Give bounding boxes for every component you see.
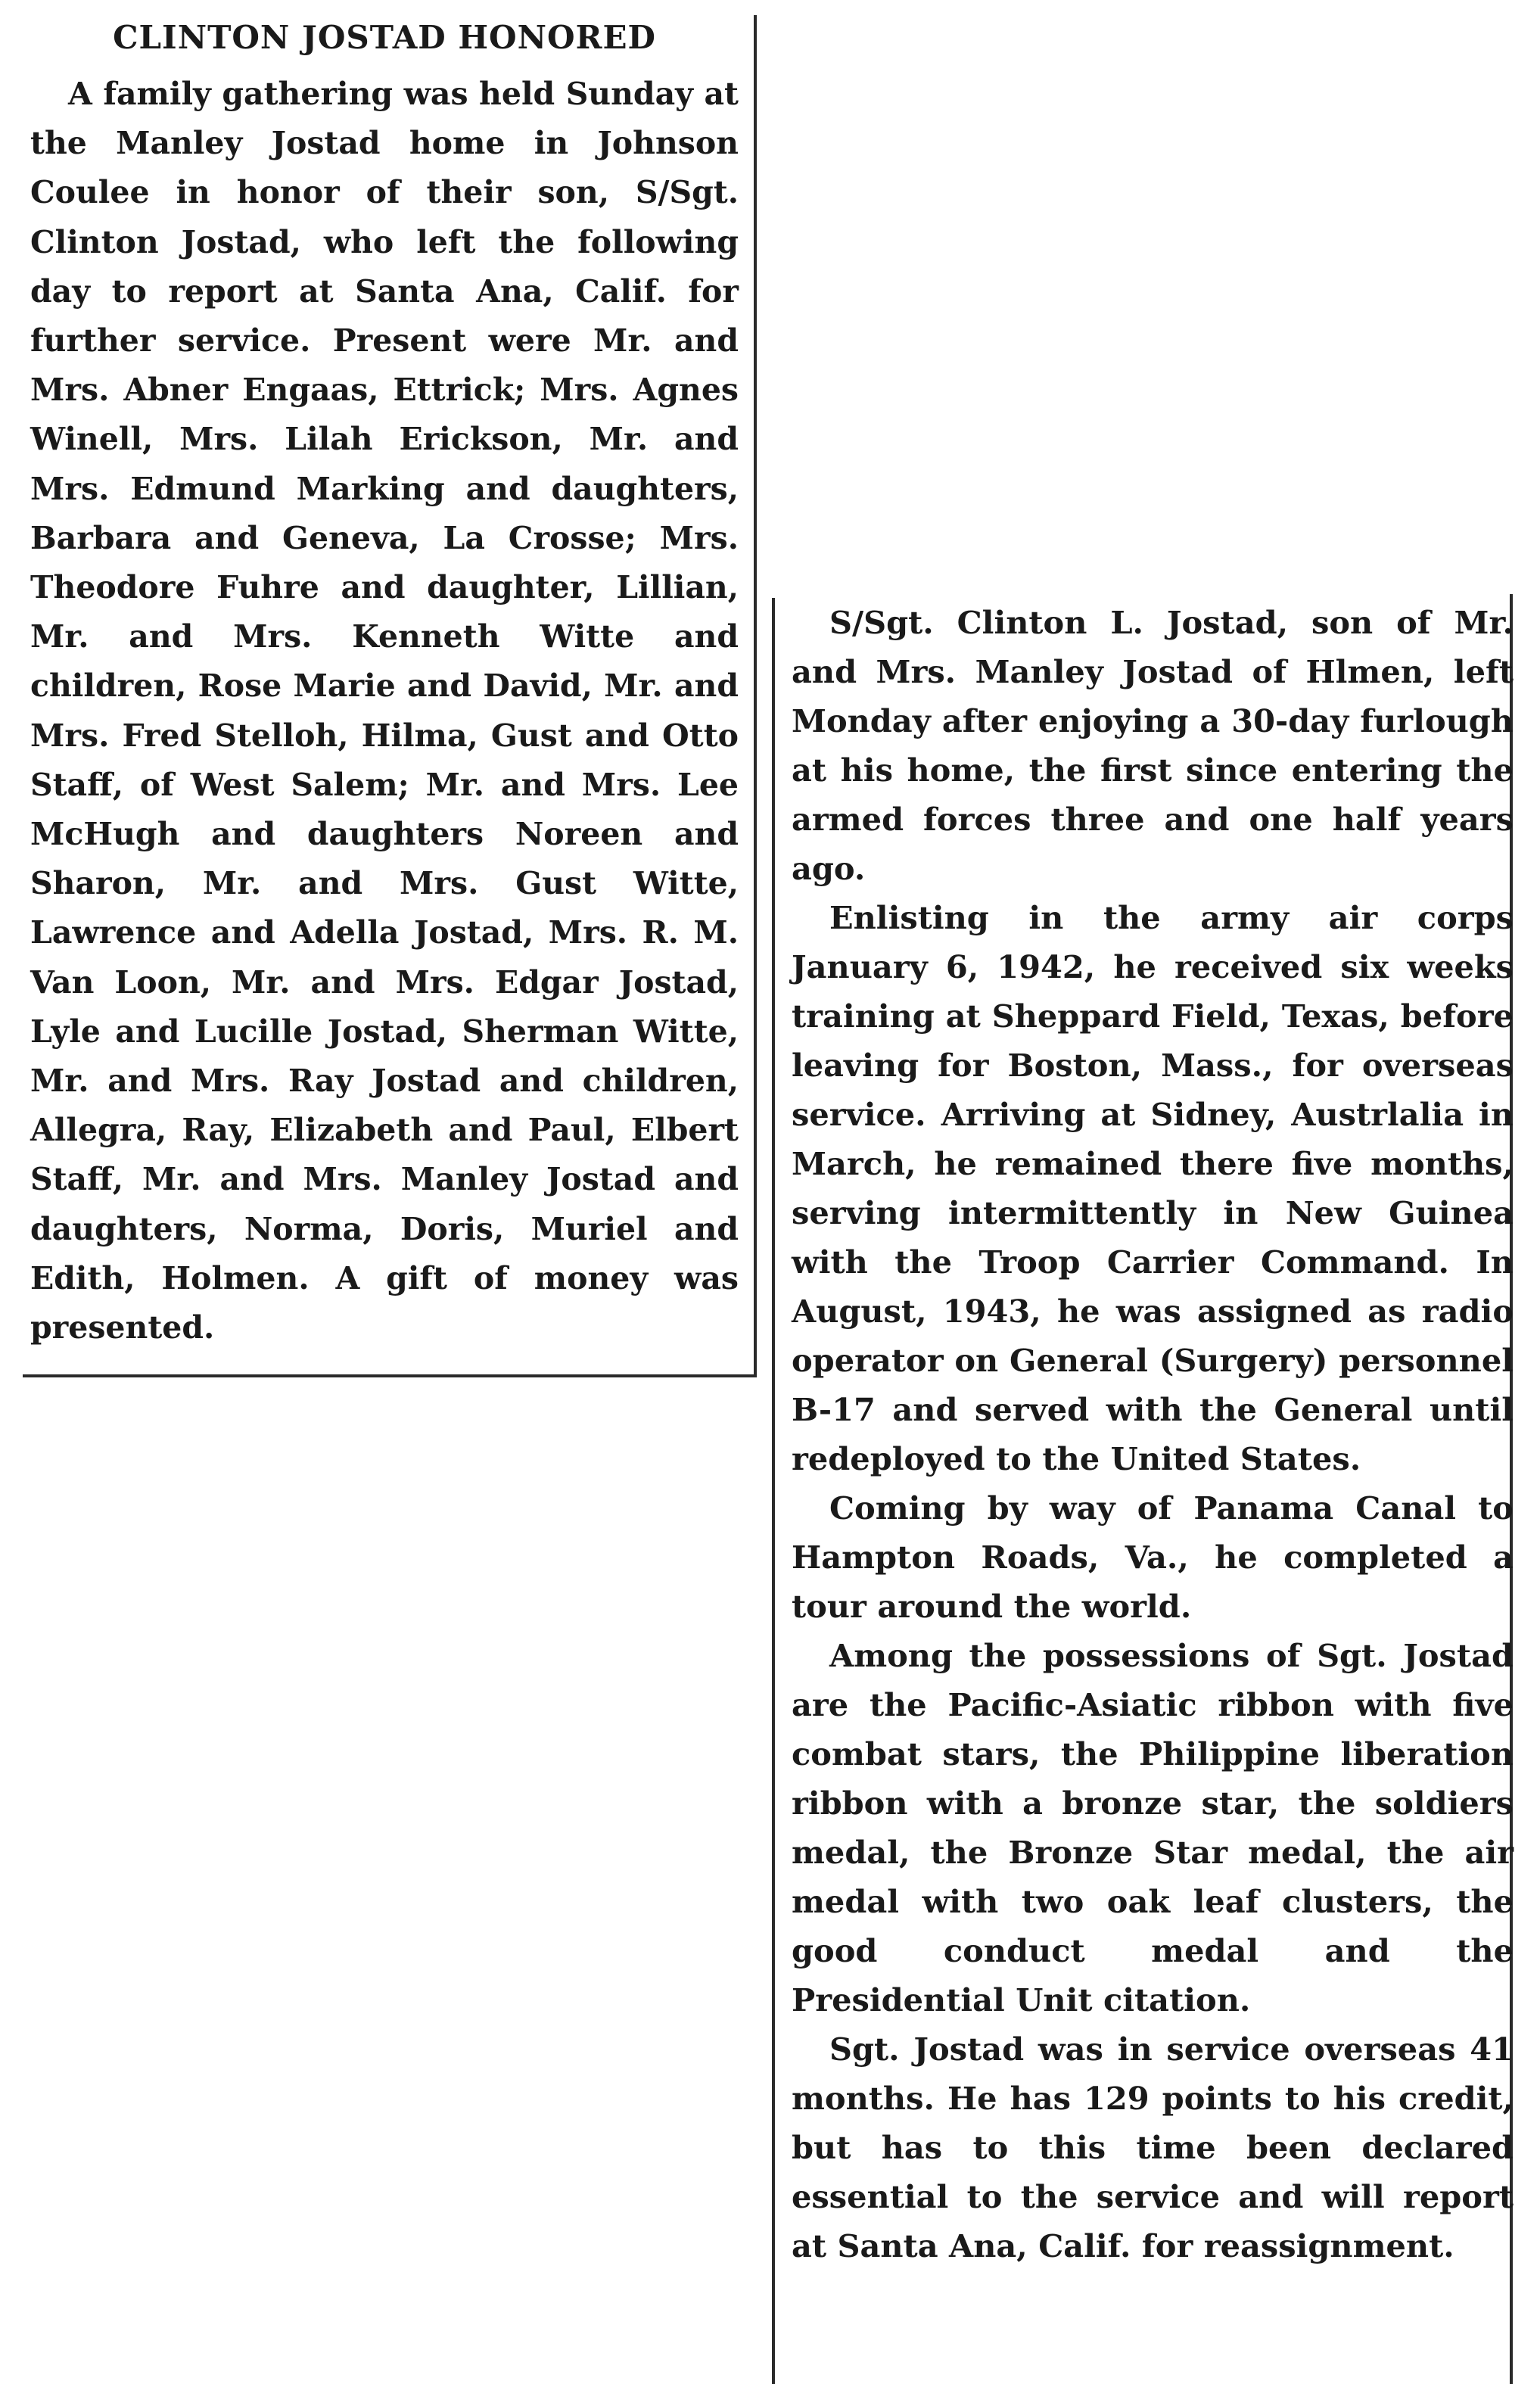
headline: CLINTON JOSTAD HONORED [113,19,656,56]
right-article-paragraph-4: Among the possessions of Sgt. Jostad are the Pacific-Asiatic ribbon with five combat stars, the Philippine liberation ribbon with a bronze star, the soldiers medal, the Bronze Star medal, the air medal with two oak leaf clusters, the good conduct medal and the Presidential Unit citation. [792,1637,1514,2018]
right-article-paragraph-2: Enlisting in the army air corps January 6, 1942, he received six weeks training at Sheppard Field, Texas, before leaving for Boston, Mass., for overseas service. Arriving at Sidney, Austrlalia in March, he remained there five months, serving intermittently in New Guinea with the Troop Carrier Command. In August, 1943, he was assigned as radio operator on General (Surgery) personnel B-17 and served with the General until redeployed to the United States. [792,899,1514,1477]
left-article-body: A family gathering was held Sunday at the Manley Jostad home in Johnson Coulee in honor of their son, S/Sgt. Clinton Jostad, who left the following day to report at Santa Ana, Calif. for further service. Present were Mr. and Mrs. Abner Engaas, Ettrick; Mrs. Agnes Winell, Mrs. Lilah Erickson, Mr. and Mrs. Edmund Marking and daughters, Barbara and Geneva, La Crosse; Mrs. Theodore Fuhre and daughter, Lillian, Mr. and Mrs. Kenneth Witte and children, Rose Marie and David, Mr. and Mrs. Fred Stelloh, Hilma, Gust and Otto Staff, of West Salem; Mr. and Mrs. Lee McHugh and daughters Noreen and Sharon, Mr. and Mrs. Gust Witte, Lawrence and Adella Jostad, Mrs. R. M. Van Loon, Mr. and Mrs. Edgar Jostad, Lyle and Lucille Jostad, Sherman Witte, Mr. and Mrs. Ray Jostad and children, Allegra, Ray, Elizabeth and Paul, Elbert Staff, Mr. and Mrs. Manley Jostad and daughters, Norma, Doris, Muriel and Edith, Holmen. A gift of money was presented. [30,76,739,1346]
right-article-paragraph-1: S/Sgt. Clinton L. Jostad, son of Mr. and Mrs. Manley Jostad of Hlmen, left Monday after enjoying a 30-day furlough at his home, the first since entering the armed forces three and one half years ago. [792,604,1514,887]
left-article [23,15,757,1377]
right-article-paragraph-5: Sgt. Jostad was in service overseas 41 months. He has 129 points to his credit, but has to this time been declared essential to the service and will report at Santa Ana, Calif. for reassignment. [792,2031,1514,2264]
right-article [772,598,1521,2384]
right-article-paragraph-3: Coming by way of Panama Canal to Hampton Roads, Va., he completed a tour around the world. [792,1489,1514,1625]
